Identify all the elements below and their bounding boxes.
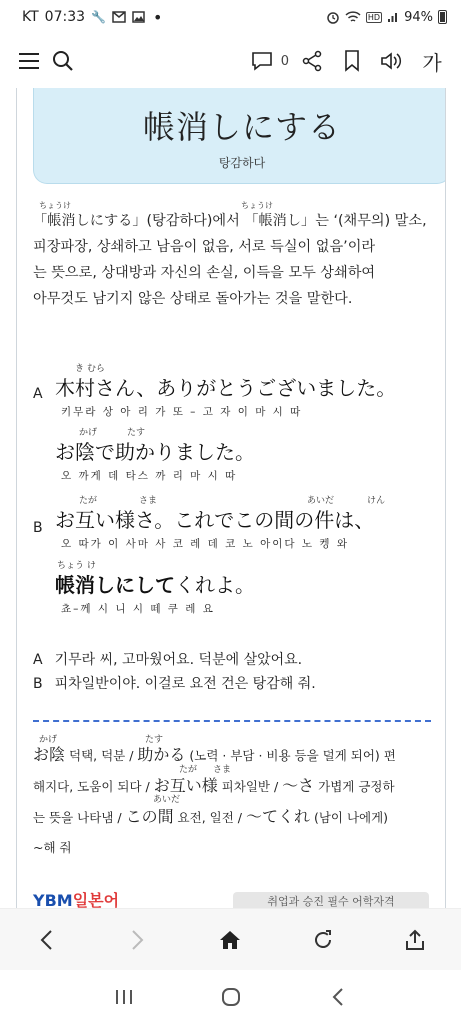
recent-apps-button[interactable]	[102, 975, 146, 1019]
hero-title: 帳消しにする	[142, 108, 341, 146]
refresh-icon	[312, 929, 334, 951]
intro-line: 는 뜻으로, 상대방과 자신의 손실, 이득을 모두 상쇄하여	[33, 265, 376, 281]
brand-logo[interactable]: YBM일본어	[33, 891, 120, 908]
intro-line: 피장파장, 상쇄하고 남음이 없음, 서로 득실이 없음’이라	[33, 239, 376, 255]
dialogue-b-line-2	[55, 569, 255, 598]
comment-icon	[251, 51, 273, 71]
furigana: かげ	[39, 735, 58, 745]
hero-subtitle: 탕감하다	[218, 156, 266, 170]
speaker-a: A	[33, 652, 43, 668]
chevron-left-icon	[39, 929, 53, 951]
search-button[interactable]	[46, 44, 80, 78]
comment-count: 0	[280, 53, 289, 69]
speaker-b: B	[33, 520, 43, 536]
chevron-right-icon	[131, 929, 145, 951]
furigana: たが	[79, 496, 98, 506]
system-back-icon	[332, 987, 344, 1007]
home-icon	[219, 930, 241, 950]
furigana: ちょう け	[57, 561, 96, 571]
signal-icon	[387, 11, 399, 23]
translation-block	[33, 648, 316, 696]
battery-icon	[438, 10, 447, 24]
share-page-button[interactable]	[393, 918, 437, 962]
hero-box	[33, 88, 446, 184]
hd-badge: HD	[367, 12, 381, 22]
dialogue-a-line-1: 木村さん、ありがとうございました。	[55, 376, 397, 400]
carrier-label: KT	[22, 9, 39, 25]
bookmark-button[interactable]	[335, 44, 369, 78]
notification-dot-icon: •	[152, 7, 163, 27]
menu-button[interactable]	[12, 44, 46, 78]
system-nav-bar	[0, 970, 461, 1024]
share-button[interactable]	[295, 44, 329, 78]
translation-a: 기무라 씨, 고마웠어요. 덕분에 살았어요.	[54, 652, 303, 668]
furigana: あいだ	[153, 795, 181, 805]
furigana: かげ	[79, 428, 98, 438]
dashed-divider	[33, 720, 431, 722]
furigana: たす	[127, 428, 146, 438]
image-icon	[132, 11, 145, 23]
pronunciation: 오 까게 데 타스 까 리 마 시 따	[61, 470, 238, 482]
speaker-icon	[380, 51, 404, 71]
read-aloud-button[interactable]	[375, 44, 409, 78]
intro-paragraph	[33, 208, 429, 312]
system-home-button[interactable]	[209, 975, 253, 1019]
dialogue-a-line-2: お陰で助かりました。	[55, 440, 255, 464]
furigana: たが	[179, 765, 198, 775]
bookmark-icon	[344, 50, 360, 72]
furigana: さま	[213, 765, 232, 775]
vocab-line: お陰 덕택, 덕분 / 助かる (노력 · 부담 · 비용 등을 덜게 되어) 편	[33, 745, 396, 764]
translation-row-b	[33, 672, 316, 696]
speaker-a: A	[33, 386, 43, 402]
furigana: さま	[139, 496, 158, 506]
status-bar	[0, 0, 461, 34]
dialogue-b-line-1: お互い様さ。これでこの間の件は、	[55, 508, 375, 532]
furigana: たす	[145, 735, 164, 745]
furigana: けん	[367, 496, 386, 506]
wifi-icon	[345, 11, 361, 24]
furigana: あいだ	[307, 496, 335, 506]
battery-percent: 94%	[404, 9, 433, 25]
upload-share-icon	[405, 929, 425, 951]
mail-icon	[112, 11, 126, 23]
dialogue-keyword: 帳消しにして	[55, 573, 175, 597]
wrench-icon: 🔧	[91, 10, 106, 24]
promo-banner[interactable]: 취업과 승진 필수 어학자격	[233, 892, 429, 908]
text-size-button[interactable]: 가	[422, 50, 442, 75]
vocab-notes	[33, 740, 431, 863]
translation-b: 피차일반이야. 이걸로 요전 건은 탕감해 줘.	[54, 676, 316, 692]
pronunciation: 오 따가 이 사마 사 코 레 데 코 노 아이다 노 켕 와	[61, 538, 349, 550]
alarm-icon	[326, 10, 340, 24]
clock: 07:33	[44, 9, 86, 25]
pronunciation: 키무라 상 아 리 가 또 – 고 자 이 마 시 따	[61, 406, 303, 418]
forward-button[interactable]	[116, 918, 160, 962]
hamburger-icon	[18, 52, 40, 70]
speaker-b: B	[33, 676, 43, 692]
vocab-line: 해지다, 도움이 되다 / お互い様 피차일반 / 〜さ 가볍게 긍정하	[33, 776, 395, 795]
intro-ruby-2: ちょうけ	[241, 201, 273, 210]
pronunciation: 쵸–께 시 니 시 떼 쿠 레 요	[61, 603, 215, 615]
translation-row-a	[33, 648, 316, 672]
browser-bottom-bar	[0, 908, 461, 970]
vocab-line: ~해 줘	[33, 840, 72, 855]
home-button[interactable]	[208, 918, 252, 962]
furigana: き むら	[75, 364, 105, 374]
recent-apps-icon	[115, 989, 133, 1005]
vocab-line: 는 뜻을 나타냄 / この間 요전, 일전 / 〜てくれ (남이 나에게)	[33, 807, 389, 826]
intro-line: 「帳消しにする」(탕감하다)에서 「帳消し」는 ‘(채무의) 말소,	[33, 213, 427, 229]
share-icon	[301, 50, 323, 72]
comment-button[interactable]	[245, 44, 279, 78]
article-content	[16, 88, 446, 908]
dialogue-b-line-2-rest: くれよ。	[175, 573, 255, 597]
article-toolbar	[0, 40, 461, 82]
intro-ruby-1: ちょうけ	[39, 201, 71, 210]
search-icon	[52, 50, 74, 72]
refresh-button[interactable]	[301, 918, 345, 962]
system-back-button[interactable]	[316, 975, 360, 1019]
back-button[interactable]	[24, 918, 68, 962]
intro-line: 아무것도 남기지 않은 상태로 돌아가는 것을 말한다.	[33, 291, 353, 307]
system-home-icon	[221, 987, 241, 1007]
